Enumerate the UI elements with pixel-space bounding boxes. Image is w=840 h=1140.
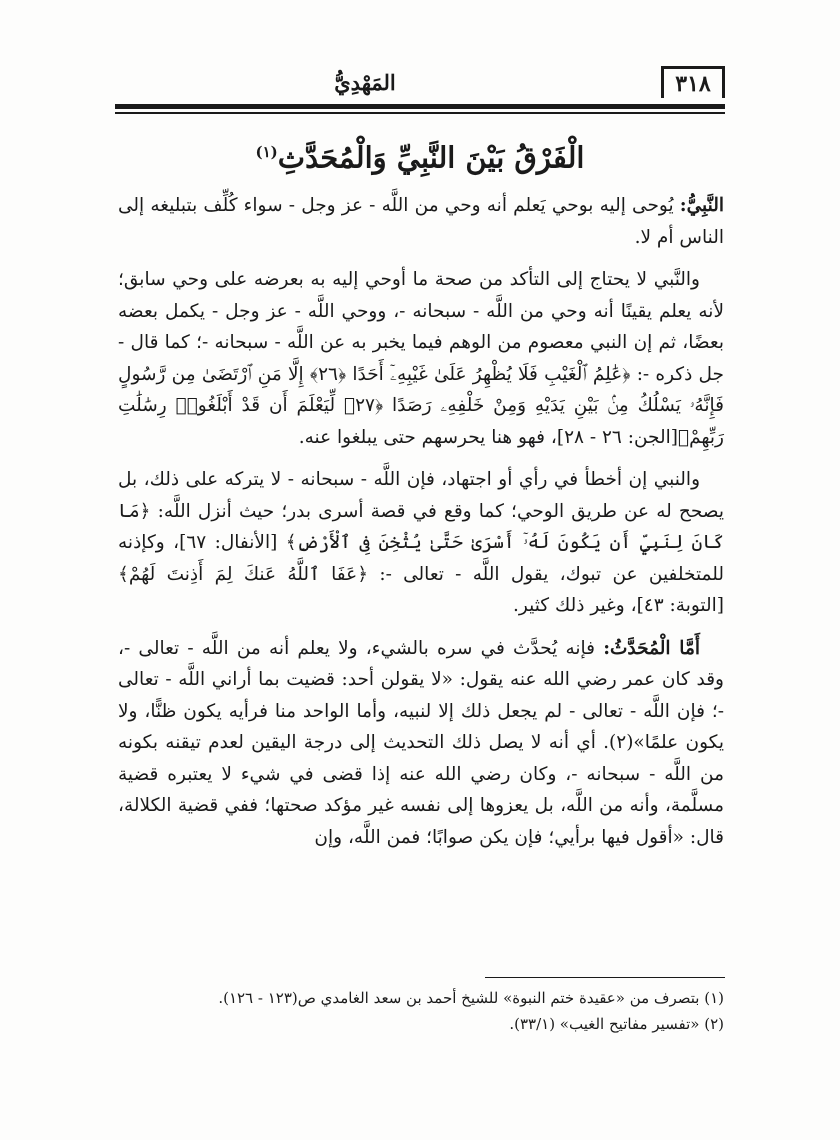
paragraph-prophet-certainty <box>118 264 724 453</box>
chapter-title-text: الْفَرْقُ بَيْنَ النَّبِيِّ وَالْمُحَدَّثِ <box>277 140 585 175</box>
quran-verse-jinn: ﴿عَٰلِمُ ٱلْغَيْبِ فَلَا يُظْهِرُ عَلَىٰ غَيْبِهِۦٓ أَحَدًا ﴿٢٦﴾ إِلَّا مَنِ ٱرْتَضَىٰ مِن رَّسُولٍ فَإِنَّهُۥ يَسْلُكُ مِنۢ بَيْنِ يَدَيْهِ وَمِنْ خَلْفِهِۦ رَصَدًا ﴿٢٧﴾ لِّيَعْلَمَ أَن قَدْ أَبْلَغُوا۟ رِسَٰلَٰتِ رَبِّهِمْ﴾ <box>118 363 724 448</box>
page-header <box>115 62 725 104</box>
chapter-footnote-marker: (١) <box>255 143 278 161</box>
footnote-2: (٢) «تفسير مفاتيح الغيب» (٣٣/١). <box>509 1015 724 1033</box>
quran-verse-anfal: ﴿مَا كَانَ لِنَبِيٍّ أَن يَكُونَ لَهُۥٓ أَسْرَىٰ حَتَّىٰ يُثْخِنَ فِى ٱلْأَرْضِ﴾ <box>118 500 725 553</box>
footnote-separator <box>485 977 725 978</box>
term-prophet: النَّبِيُّ: <box>679 195 724 216</box>
page-number: ٣١٨ <box>661 66 725 98</box>
footnotes <box>118 985 724 1037</box>
term-muhaddath: أَمَّا الْمُحَدَّثُ: <box>603 637 700 659</box>
body-text <box>118 190 724 864</box>
paragraph-prophet-definition <box>118 190 724 253</box>
paragraph-text: يُوحى إليه بوحي يَعلم أنه وحي من اللَّه - عز وجل - سواء كُلِّف بتبليغه إلى الناس أم لا. <box>118 195 724 248</box>
verse-reference: [الأنفال: ٦٧] <box>179 532 278 553</box>
running-title: المَهْدِيُّ <box>334 70 396 95</box>
footnote-1: (١) بتصرف من «عقيدة ختم النبوة» للشيخ أحمد بن سعد الغامدي ص(١٢٣ - ١٢٦). <box>218 989 724 1007</box>
chapter-title <box>115 130 725 180</box>
paragraph-text: ، وغير ذلك كثير. <box>513 595 637 616</box>
paragraph-prophet-correction <box>118 464 724 622</box>
verse-reference: [التوبة: ٤٣] <box>636 595 724 616</box>
quran-verse-tawbah: ﴿عَفَا ٱللَّهُ عَنكَ لِمَ أَذِنتَ لَهُمْ﴾ <box>118 563 369 585</box>
paragraph-muhaddath <box>118 633 724 854</box>
verse-reference: [الجن: ٢٦ - ٢٨] <box>556 426 678 448</box>
paragraph-text: ، فهو هنا يحرسهم حتى يبلغوا عنه. <box>298 426 557 448</box>
paragraph-text: والنَّبي لا يحتاج إلى التأكد من صحة ما أوحي إليه به بعرضه على وحي سابق؛ لأنه يعلم يقينًا أنه وحي من اللَّه - سبحانه -، ووحي اللَّه - عز وجل - يكمل بعضه بعضًا، ثم إن النبي معصوم من الوهم فيما يخبر به عن اللَّه - سبحانه -؛ كما قال - جل ذكره -: <box>118 269 724 385</box>
header-rule-thick <box>115 104 725 109</box>
paragraph-text: فإنه يُحدَّث في سره بالشيء، ولا يعلم أنه من اللَّه - تعالى -، وقد كان عمر رضي الله عنه يقول: «لا يقولن أحد: قضيت بما أراني اللَّه - تعالى -؛ فإن اللَّه - تعالى - لم يجعل ذلك إلا لنبيه، وأما الواحد منا فرأيه يكون ظنًّا، ولا يكون علمًا»(٢). أي أنه لا يصل ذلك التحديث إلى درجة اليقين لعدم تيقنه بكونه من اللَّه - سبحانه -، وكان رضي الله عنه إذا قضى في شيء لا يعتبره قضية مسلَّمة، وأنه من اللَّه، بل يعزوها إلى نفسه غير مؤكد صحتها؛ ففي قضية الكلالة، قال: «أقول فيها برأيي؛ فإن يكن صوابًا؛ فمن اللَّه، وإن <box>118 637 725 848</box>
paragraph-text: ، وكإذنه للمتخلفين عن تبوك، يقول اللَّه - تعالى -: <box>118 532 724 585</box>
header-rule-thin <box>115 112 725 114</box>
paragraph-text: والنبي إن أخطأ في رأي أو اجتهاد، فإن اللَّه - سبحانه - لا يتركه على ذلك، بل يصحح له عن طريق الوحي؛ كما وقع في قصة أسرى بدر؛ حيث أنزل اللَّه: <box>118 469 724 522</box>
